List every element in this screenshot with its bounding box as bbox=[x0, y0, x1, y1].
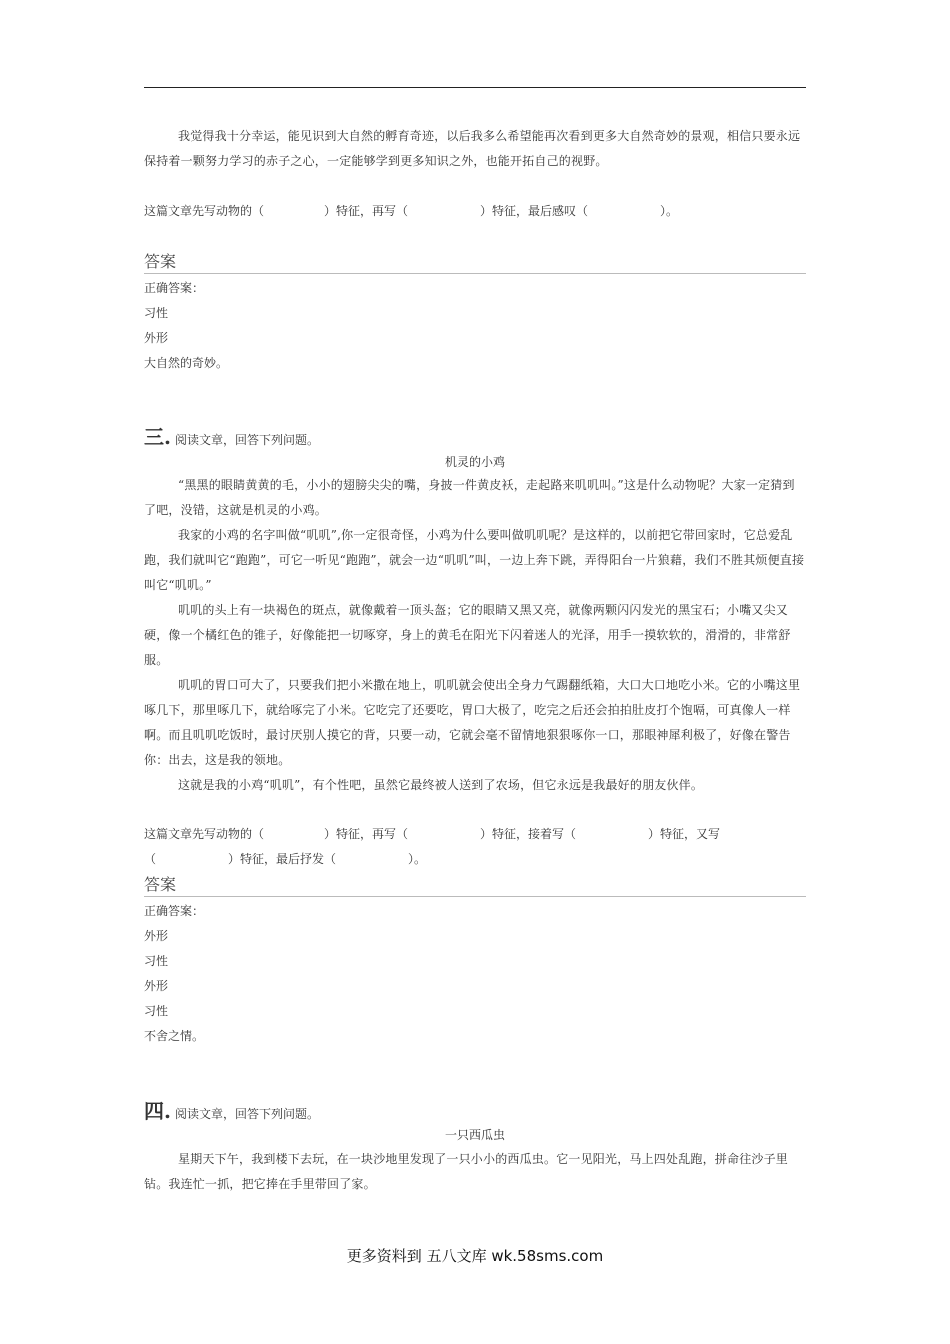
q3-question-part: ）特征，再写（ bbox=[324, 827, 409, 841]
answer-heading: 答案 bbox=[144, 875, 806, 897]
q2-question-part: ）特征，最后感叹（ bbox=[480, 204, 589, 218]
q3-question-part: ）特征，最后抒发（ bbox=[228, 852, 337, 866]
q3-question-part: ）特征，接着写（ bbox=[480, 827, 577, 841]
intro-paragraph: 我觉得我十分幸运，能见识到大自然的孵育奇迹，以后我多么希望能再次看到更多大自然奇妙的景观，相信只要永远保持着一颗努力学习的赤子之心，一定能够学到更多知识之外，也能开拓自己的视野。 bbox=[144, 129, 801, 168]
article-paragraph: 叽叽的头上有一块褐色的斑点，就像戴着一顶头盔；它的眼睛又黑又亮，就像两颗闪闪发光的黑宝石；小嘴又尖又硬，像一个橘红色的锥子，好像能把一切啄穿，身上的黄毛在阳光下闪着迷人的光泽，用手一摸软软的，滑滑的，非常舒服。 bbox=[144, 603, 791, 667]
answer-heading: 答案 bbox=[144, 252, 806, 274]
article-title: 机灵的小鸡 bbox=[444, 455, 505, 469]
q3-question-line-1 bbox=[144, 822, 806, 847]
q2-question-part: 这篇文章先写动物的（ bbox=[144, 204, 265, 218]
answer-item: 外形 bbox=[144, 979, 169, 993]
article-title: 一只西瓜虫 bbox=[444, 1128, 505, 1142]
article-paragraph: 这就是我的小鸡“叽叽”，有个性吧，虽然它最终被人送到了农场，但它永远是我最好的朋友伙伴。 bbox=[178, 778, 704, 792]
article-paragraph: 叽叽的胃口可大了，只要我们把小米撒在地上，叽叽就会使出全身力气踢翻纸箱，大口大口地吃小米。它的小嘴这里啄几下，那里啄几下，就给啄完了小米。它吃完了还要吃，胃口大极了，吃完之后还会拍拍肚皮打个饱嗝，可真像人一样啊。而且叽叽吃饭时，最讨厌别人摸它的背，只要一动，它就会毫不留情地狠狠啄你一口，那眼神犀利极了，好像在警告你：出去，这是我的领地。 bbox=[144, 678, 801, 767]
header-rule bbox=[144, 87, 806, 88]
q3-question-part: 这篇文章先写动物的（ bbox=[144, 827, 265, 841]
q2-question-part: ）特征，再写（ bbox=[324, 204, 409, 218]
section-instruction: 阅读文章，回答下列问题。 bbox=[174, 1107, 319, 1121]
section-number: 四. bbox=[144, 1099, 171, 1123]
answer-item: 不舍之情。 bbox=[144, 1029, 205, 1043]
q3-question-part: ）。 bbox=[408, 852, 427, 866]
q3-question-part: ）特征，又写 bbox=[648, 827, 721, 841]
section-3-heading bbox=[144, 427, 319, 450]
article-paragraph: 星期天下午，我到楼下去玩，在一块沙地里发现了一只小小的西瓜虫。它一见阳光，马上四处乱跑，拼命往沙子里钻。我连忙一抓，把它捧在手里带回了家。 bbox=[144, 1152, 789, 1191]
correct-answer-label: 正确答案： bbox=[144, 281, 205, 295]
answer-item: 习性 bbox=[144, 954, 169, 968]
answer-item: 习性 bbox=[144, 1004, 169, 1018]
q2-question-part: ）。 bbox=[660, 204, 679, 218]
q3-question-line-2 bbox=[144, 847, 806, 872]
answer-item: 外形 bbox=[144, 929, 169, 943]
answer-item: 习性 bbox=[144, 306, 169, 320]
footer-text: 更多资料到 五八文库 wk.58sms.com bbox=[346, 1247, 604, 1265]
correct-answer-label: 正确答案： bbox=[144, 904, 205, 918]
article-paragraph: 我家的小鸡的名字叫做“叽叽”,你一定很奇怪，小鸡为什么要叫做叽叽呢？是这样的，以前把它带回家时，它总爱乱跑，我们就叫它“跑跑”，可它一听见“跑跑”，就会一边“叽叽”叫，一边上奔下跳，弄得阳台一片狼藉，我们不胜其烦便直接叫它“叽叽。” bbox=[144, 528, 805, 592]
answer-item: 大自然的奇妙。 bbox=[144, 356, 229, 370]
section-4-heading bbox=[144, 1101, 319, 1124]
section-number: 三. bbox=[144, 425, 171, 449]
q2-question bbox=[144, 199, 806, 224]
answer-item: 外形 bbox=[144, 331, 169, 345]
section-instruction: 阅读文章，回答下列问题。 bbox=[174, 433, 319, 447]
q3-question-part: （ bbox=[144, 852, 157, 866]
article-paragraph: “黑黑的眼睛黄黄的毛，小小的翅膀尖尖的嘴，身披一件黄皮袄，走起路来叽叽叫。”这是什么动物呢？大家一定猜到了吧，没错，这就是机灵的小鸡。 bbox=[144, 478, 795, 517]
